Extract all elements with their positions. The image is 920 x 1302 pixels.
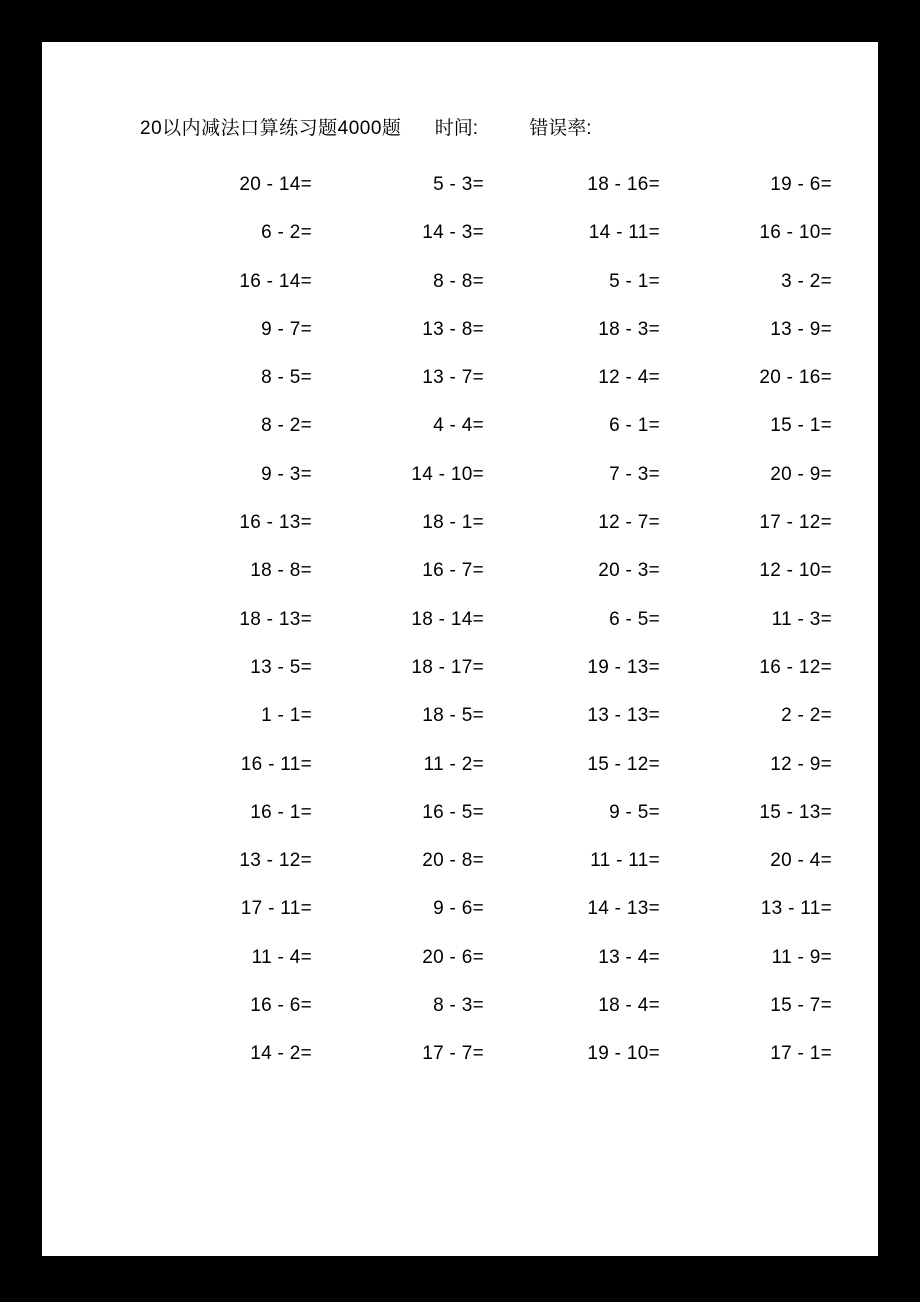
- problem-cell: 20 - 6=: [422, 946, 484, 968]
- problem-cell: 20 - 3=: [598, 560, 660, 582]
- problem-cell: 8 - 2=: [261, 415, 312, 437]
- problem-cell: 18 - 4=: [598, 995, 660, 1017]
- problem-cell: 5 - 1=: [609, 270, 660, 292]
- problem-cell: 13 - 12=: [239, 850, 312, 872]
- problem-cell: 13 - 9=: [770, 318, 832, 340]
- problem-cell: 13 - 7=: [422, 367, 484, 389]
- time-label: 时间:: [434, 118, 478, 139]
- problem-cell: 11 - 4=: [251, 946, 312, 968]
- problem-cell: 9 - 7=: [261, 318, 312, 340]
- problem-cell: 8 - 5=: [261, 367, 312, 389]
- problem-cell: 17 - 7=: [422, 1043, 484, 1065]
- problem-cell: 17 - 1=: [770, 1043, 832, 1065]
- problem-cell: 15 - 1=: [770, 415, 832, 437]
- problem-cell: 17 - 12=: [759, 512, 832, 534]
- problem-cell: 13 - 8=: [422, 318, 484, 340]
- problem-cell: 16 - 12=: [759, 656, 832, 678]
- problem-cell: 9 - 5=: [609, 801, 660, 823]
- problem-cell: 16 - 1=: [250, 801, 312, 823]
- problem-cell: 13 - 11=: [760, 898, 832, 920]
- problem-cell: 9 - 3=: [261, 463, 312, 485]
- worksheet-header: [140, 114, 878, 144]
- problem-cell: 11 - 11=: [590, 850, 660, 872]
- problem-cell: 14 - 2=: [250, 1043, 312, 1065]
- problem-cell: 17 - 11=: [240, 898, 312, 920]
- problem-cell: 18 - 5=: [422, 705, 484, 727]
- problem-cell: 19 - 10=: [587, 1043, 660, 1065]
- problem-cell: 12 - 4=: [598, 367, 660, 389]
- problem-cell: 15 - 7=: [770, 995, 832, 1017]
- problem-cell: 13 - 5=: [250, 656, 312, 678]
- document-page: [42, 42, 878, 1256]
- problem-cell: 20 - 4=: [770, 850, 832, 872]
- problem-cell: 1 - 1=: [261, 705, 312, 727]
- problem-cell: 13 - 4=: [598, 946, 660, 968]
- problem-cell: 19 - 13=: [587, 656, 660, 678]
- problem-cell: 11 - 9=: [771, 946, 832, 968]
- problem-cell: 16 - 10=: [759, 222, 832, 244]
- problem-cell: 20 - 8=: [422, 850, 484, 872]
- problem-cell: 18 - 13=: [239, 608, 312, 630]
- worksheet-title: 20以内减法口算练习题4000题: [140, 118, 402, 139]
- problem-cell: 11 - 2=: [423, 753, 484, 775]
- problem-cell: 7 - 3=: [609, 463, 660, 485]
- problem-cell: 2 - 2=: [781, 705, 832, 727]
- problem-cell: 16 - 6=: [250, 995, 312, 1017]
- problem-cell: 14 - 13=: [587, 898, 660, 920]
- problem-cell: 12 - 7=: [598, 512, 660, 534]
- problem-cell: 18 - 14=: [411, 608, 484, 630]
- problem-cell: 18 - 16=: [587, 174, 660, 195]
- problem-cell: 15 - 13=: [759, 801, 832, 823]
- problem-cell: 3 - 2=: [781, 270, 832, 292]
- problems-grid: [140, 161, 878, 1079]
- problem-cell: 16 - 14=: [239, 270, 312, 292]
- problem-cell: 8 - 3=: [433, 995, 484, 1017]
- problem-cell: 12 - 9=: [770, 753, 832, 775]
- problem-cell: 16 - 11=: [240, 753, 312, 775]
- problem-cell: 14 - 10=: [411, 463, 484, 485]
- problem-cell: 11 - 3=: [771, 608, 832, 630]
- problem-cell: 4 - 4=: [433, 415, 484, 437]
- problem-cell: 13 - 13=: [587, 705, 660, 727]
- document-content: [42, 42, 878, 1079]
- problem-cell: 14 - 3=: [422, 222, 484, 244]
- problem-cell: 14 - 11=: [588, 222, 660, 244]
- problem-cell: 18 - 8=: [250, 560, 312, 582]
- problem-cell: 8 - 8=: [433, 270, 484, 292]
- problem-cell: 16 - 13=: [239, 512, 312, 534]
- problem-cell: 6 - 2=: [261, 222, 312, 244]
- problem-cell: 20 - 14=: [239, 174, 312, 195]
- problem-cell: 19 - 6=: [770, 174, 832, 195]
- problem-cell: 15 - 12=: [587, 753, 660, 775]
- problem-cell: 5 - 3=: [433, 174, 484, 195]
- problem-cell: 20 - 9=: [770, 463, 832, 485]
- problem-cell: 16 - 7=: [422, 560, 484, 582]
- problem-cell: 18 - 3=: [598, 318, 660, 340]
- problem-cell: 12 - 10=: [759, 560, 832, 582]
- problem-cell: 6 - 1=: [609, 415, 660, 437]
- error-rate-label: 错误率:: [529, 118, 592, 139]
- problem-cell: 20 - 16=: [759, 367, 832, 389]
- problem-cell: 18 - 17=: [411, 656, 484, 678]
- problem-cell: 16 - 5=: [422, 801, 484, 823]
- problem-cell: 9 - 6=: [433, 898, 484, 920]
- problem-cell: 18 - 1=: [422, 512, 484, 534]
- problem-cell: 6 - 5=: [609, 608, 660, 630]
